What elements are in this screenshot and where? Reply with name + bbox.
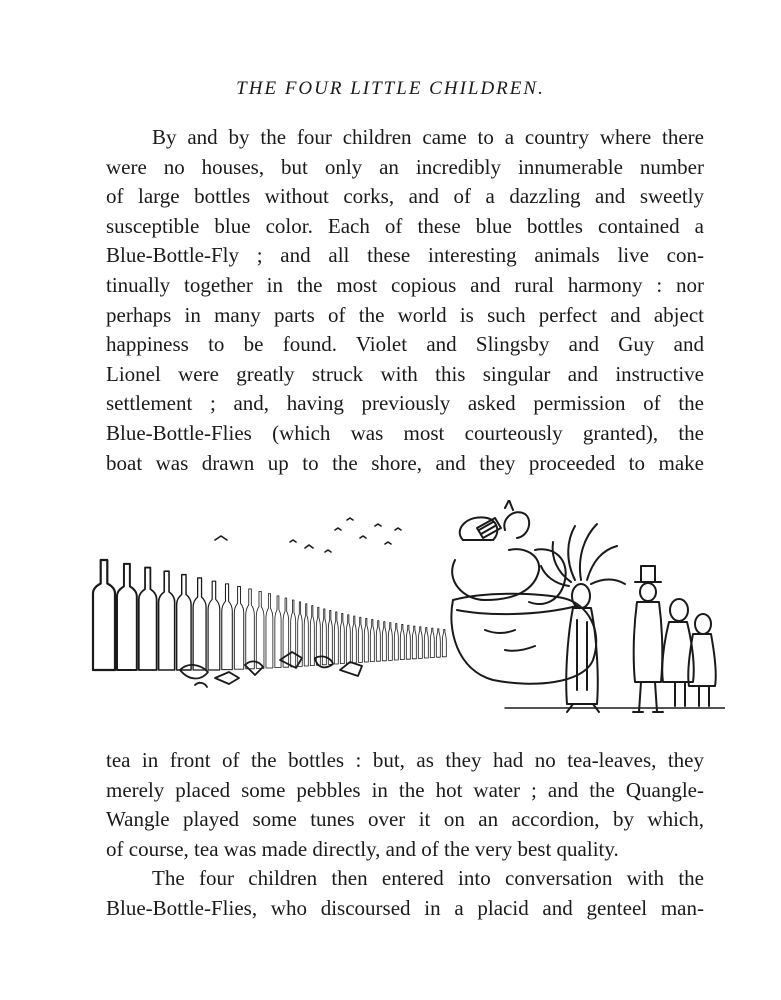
bottle	[328, 610, 332, 664]
bottle	[208, 581, 220, 670]
paragraph-3	[106, 864, 704, 923]
bottle	[424, 627, 428, 658]
bottle	[418, 627, 422, 659]
text-line: The four children then entered into conversation with the	[152, 866, 704, 890]
man-in-top-hat	[633, 566, 663, 712]
running-header: THE FOUR LITTLE CHILDREN.	[236, 78, 545, 99]
text-line: were no houses, but only an incredibly innumerable number	[106, 154, 704, 179]
text-line: Blue-Bottle-Flies, who discoursed in a placid and genteel man-	[106, 895, 704, 920]
text-line: of course, tea was made directly, and of the very best quality.	[106, 836, 619, 861]
text-line: Lionel were greatly struck with this singular and instructive	[106, 361, 704, 386]
bottle	[442, 629, 446, 656]
bottle	[275, 596, 281, 668]
bottle	[382, 622, 386, 661]
quangle-wangle-figure	[541, 524, 625, 712]
bottle	[334, 612, 338, 664]
bottle	[234, 586, 243, 669]
bottle	[406, 625, 410, 659]
flies-in-sky	[215, 518, 401, 552]
bottle	[222, 584, 233, 670]
bottle-row	[93, 560, 446, 670]
bottle	[159, 571, 175, 670]
bottle	[266, 594, 273, 668]
bottle	[436, 629, 440, 657]
text-line: perhaps in many parts of the world is such perfect and abject	[106, 302, 704, 327]
text-line: of large bottles without corks, and of a dazzling and sweetly	[106, 184, 704, 209]
bottle	[412, 626, 416, 659]
bottle	[352, 616, 356, 663]
text-line: boat was drawn up to the shore, and they proceeded to make	[106, 450, 704, 475]
bottle	[304, 604, 308, 666]
bottle	[376, 621, 380, 662]
bottle	[430, 628, 434, 657]
paragraph-1	[106, 123, 704, 478]
text-line: susceptible blue color. Each of these blue bottles contained a	[106, 213, 704, 238]
bottle	[177, 575, 191, 670]
bottle	[346, 615, 350, 663]
bottle	[340, 613, 344, 663]
bottle	[364, 618, 368, 662]
text-line: tea in front of the bottles : but, as they had no tea-leaves, they	[106, 748, 704, 772]
bottle	[358, 617, 362, 662]
text-line: settlement ; and, having previously asked permission of the	[106, 391, 704, 416]
text-line: merely placed some pebbles in the hot water ; and the Quangle-	[106, 777, 704, 802]
text-line: By and by the four children came to a country where there	[152, 125, 704, 149]
bottle	[394, 624, 398, 660]
bottle	[117, 564, 137, 670]
text-line: tinually together in the most copious and rural harmony : nor	[106, 272, 704, 297]
bottle	[291, 600, 296, 667]
paragraph-2	[106, 746, 704, 864]
bottle	[246, 589, 255, 669]
bottle	[256, 591, 264, 668]
text-line: Wangle played some tunes over it on an accordion, by which,	[106, 807, 704, 832]
bottle	[310, 606, 314, 666]
text-line: Blue-Bottle-Flies (which was most courteously granted), the	[106, 420, 704, 445]
bottle	[400, 624, 404, 659]
bottle	[370, 620, 374, 662]
bottle	[139, 568, 157, 670]
illustration-bottles-and-figures	[85, 500, 725, 720]
text-line: happiness to be found. Violet and Slingsby and Guy and	[106, 332, 704, 357]
children-figures	[662, 599, 716, 706]
bottle	[193, 578, 206, 670]
bottle	[93, 560, 115, 670]
text-line: Blue-Bottle-Fly ; and all these interesting animals live con-	[106, 243, 704, 268]
bottle	[388, 623, 392, 661]
